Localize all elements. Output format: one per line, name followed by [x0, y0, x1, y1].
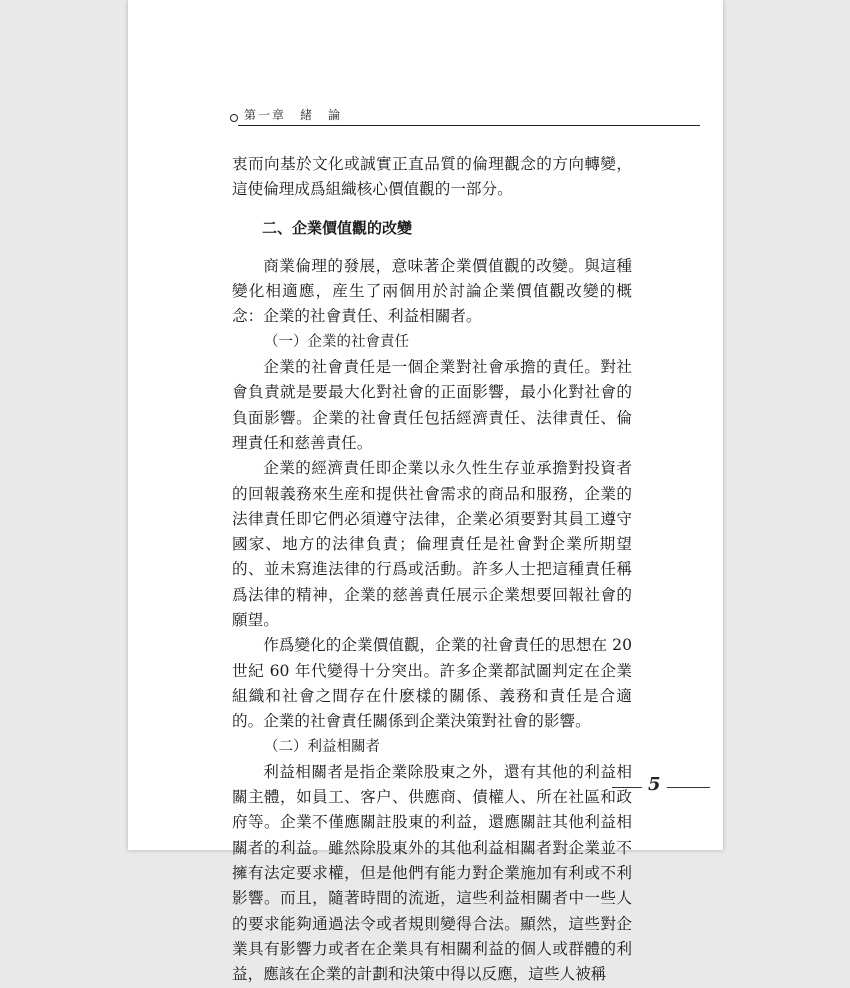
page-body	[232, 152, 632, 988]
subsection-heading-stakeholders: （二）利益相關者	[264, 738, 380, 755]
footer-rule-left	[612, 787, 642, 788]
paragraph: 利益相關者是指企業除股東之外，還有其他的利益相關主體，如員工、客户、供應商、債權人、所在社區和政府等。企業不僅應關註股東的利益，還應關註其他利益相關者的利益。雖然除股東外的其他利益相關者對企業並不擁有法定要求權，但是他們有能力對企業施加有利或不利影響。而且，隨著時間的流逝，這些利益相關者中一些人的要求能夠通過法令或者規則變得合法。顯然，這些對企業具有影響力或者在企業具有相關利益的個人或群體的利益，應該在企業的計劃和決策中得以反應，這些人被稱	[232, 762, 632, 984]
paragraph: 商業倫理的發展，意味著企業價值觀的改變。與這種變化相適應，産生了兩個用於討論企業價值觀改變的概念：企業的社會責任、利益相關者。	[232, 256, 632, 326]
chapter-title: 第一章 緒 論	[244, 108, 343, 122]
paragraph: 作爲變化的企業價值觀，企業的社會責任的思想在 20 世紀 60 年代變得十分突出。許多企業都試圖判定在企業組織和社會之間存在什麽樣的關係、義務和責任是合適的。企業的社會責任關係到企業決策對社會的影響。	[232, 636, 632, 731]
paragraph: 企業的社會責任是一個企業對社會承擔的責任。對社會負責就是要最大化對社會的正面影響，最小化對社會的負面影響。企業的社會責任包括經濟責任、法律責任、倫理責任和慈善責任。	[232, 358, 632, 452]
footer-rule-right	[667, 787, 710, 788]
page-number: 5	[648, 774, 661, 795]
subsection-heading-social-responsibility: （一）企業的社會責任	[264, 333, 409, 350]
header-circle-ornament	[230, 114, 238, 122]
header-rule	[238, 125, 700, 126]
paragraph: 企業的經濟責任即企業以永久性生存並承擔對投資者的回報義務來生産和提供社會需求的商品和服務，企業的法律責任即它們必須遵守法律，企業必須要對其員工遵守國家、地方的法律負責；倫理責任是社會對企業所期望的、並未寫進法律的行爲或活動。許多人士把這種責任稱爲法律的精神，企業的慈善責任展示企業想要回報社會的願望。	[232, 459, 632, 630]
running-header	[230, 104, 700, 128]
page-footer	[612, 774, 712, 800]
paragraph-continued: 衷而向基於文化或誠實正直品質的倫理觀念的方向轉變，這使倫理成爲組織核心價值觀的一部分。	[232, 155, 632, 199]
section-heading: 二、企業價值觀的改變	[262, 218, 413, 237]
